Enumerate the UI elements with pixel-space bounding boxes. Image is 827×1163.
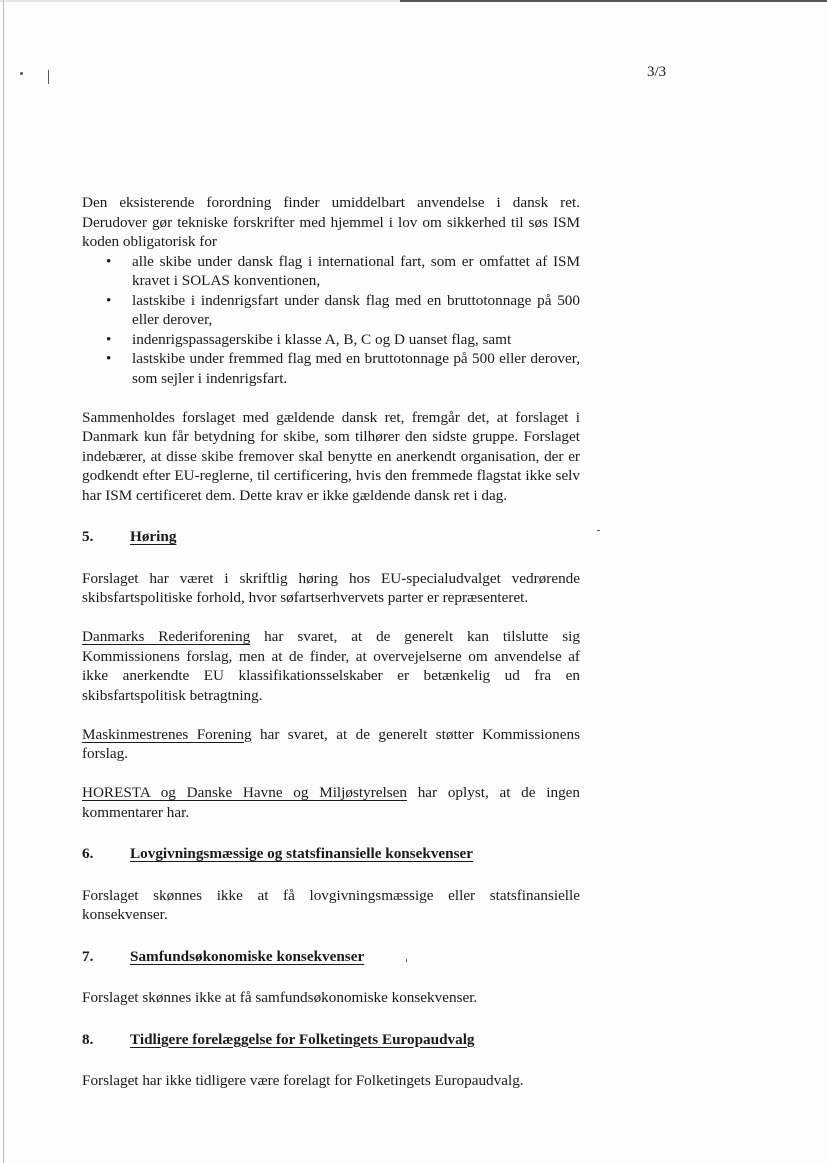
section-title: Samfundsøkonomiske konsekvenser — [130, 947, 365, 965]
paragraph-text: har svaret, at de generelt støtter Kommissionens forslag. — [82, 725, 580, 762]
list-item-text: lastskibe i indenrigsfart under dansk flag med en bruttotonnage på 500 eller derover, — [132, 291, 580, 328]
organization-name: HORESTA og Danske Havne og Miljøstyrelsen — [82, 784, 407, 801]
list-item-text: lastskibe under fremmed flag med en bruttotonnage på 500 eller derover, som sejler i indenrigsfart. — [132, 350, 580, 387]
section-5-paragraph-3 — [82, 725, 580, 764]
bullet-icon: • — [106, 252, 112, 270]
section-5-paragraph-1: Forslaget har været i skriftlig høring hos EU-specialudvalget vedrørende skibsfartspolitiske forhold, hvor søfartserhvervets parter er repræsenteret. — [82, 569, 580, 606]
section-number: 6. — [82, 845, 94, 862]
scan-speck — [20, 72, 23, 75]
section-7-paragraph: Forslaget skønnes ikke at få samfundsøkonomiske konsekvenser. — [82, 989, 478, 1006]
section-title: Tidligere forelæggelse for Folketingets Europaudvalg — [130, 1030, 475, 1048]
paragraph-gaeldende-ret: Sammenholdes forslaget med gældende dansk ret, fremgår det, at forslaget i Danmark kun får betydning for skibe, som tilhører den sidste gruppe. Forslaget indebærer, at disse skibe fremover skal benytte en anerkendt organisation, der er godkendt efter EU-reglerne, til certificering, hvis den fremmede flagstat ikke selv har ISM certificeret dem. Dette krav er ikke gældende dansk ret i dag. — [82, 408, 580, 504]
section-title: Høring — [130, 528, 177, 545]
section-6-paragraph: Forslaget skønnes ikke at få lovgivningsmæssige eller statsfinansielle konsekvenser. — [82, 886, 580, 923]
section-number: 7. — [82, 947, 94, 965]
section-5-heading — [82, 527, 580, 547]
list-item — [82, 349, 580, 388]
section-6-heading — [82, 844, 580, 864]
bullet-icon: • — [106, 330, 112, 348]
document-body — [82, 193, 580, 1091]
paragraph-text: har svaret, at de generelt kan tilslutte sig Kommissionens forslag, men at de finder, at overvejelserne om anvendelse af ikke anerkendte EU klassifikationsselskaber er betænkelig ud fra en skibsfartspolitisk betragtning. — [82, 628, 580, 704]
bullet-icon: • — [106, 350, 112, 367]
list-item-text: indenrigspassagerskibe i klasse A, B, C og D uanset flag, samt — [132, 330, 512, 348]
scan-edge-left — [3, 0, 4, 1163]
list-item — [82, 330, 580, 350]
organization-name: Maskinmestrenes Forening — [82, 725, 252, 743]
page-number: 3/3 — [647, 64, 667, 80]
scan-speck — [48, 70, 49, 84]
scan-speck — [597, 530, 600, 531]
scan-edge-top — [0, 0, 827, 2]
section-5-paragraph-2 — [82, 627, 580, 705]
list-item — [82, 291, 580, 330]
section-number: 5. — [82, 528, 94, 545]
list-item — [82, 252, 580, 291]
section-title: Lovgivningsmæssige og statsfinansielle konsekvenser — [130, 845, 474, 862]
paragraph-text: har oplyst, at de ingen kommentarer har. — [82, 784, 580, 821]
bullet-icon: • — [106, 291, 112, 309]
list-item-text: alle skibe under dansk flag i international fart, som er omfattet af ISM kravet i SOLAS konventionen, — [132, 252, 580, 289]
section-7-heading — [82, 947, 580, 967]
organization-name: Danmarks Rederiforening — [82, 628, 251, 645]
section-8-heading — [82, 1030, 580, 1050]
section-5-paragraph-4 — [82, 783, 580, 822]
intro-paragraph: Den eksisterende forordning finder umiddelbart anvendelse i dansk ret. Derudover gør tekniske forskrifter med hjemmel i lov om sikkerhed til søs ISM koden obligatorisk for — [82, 194, 580, 250]
intro-bullet-list — [82, 252, 580, 389]
section-number: 8. — [82, 1030, 94, 1048]
section-8-paragraph: Forslaget har ikke tidligere være forelagt for Folketingets Europaudvalg. — [82, 1072, 524, 1089]
